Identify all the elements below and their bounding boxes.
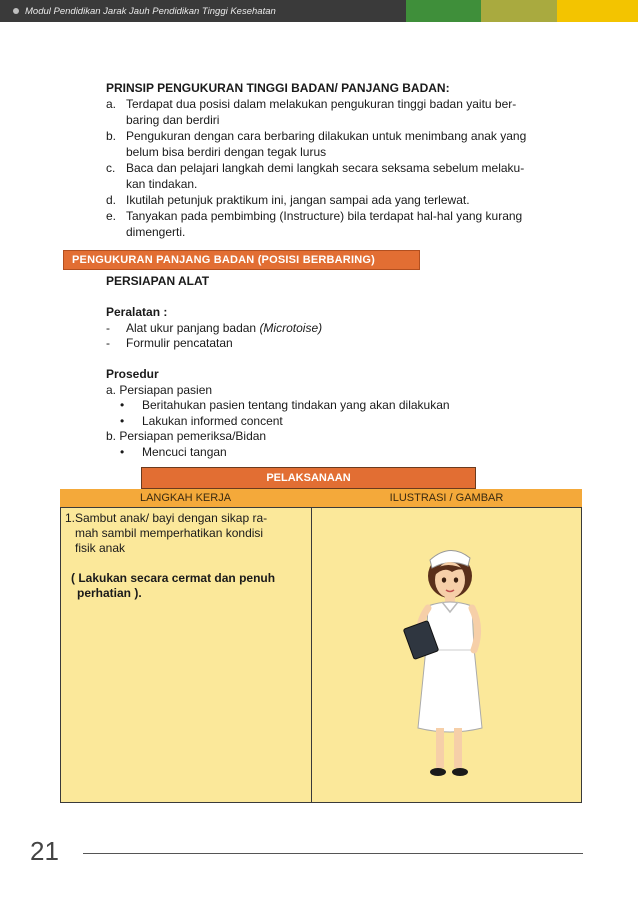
step-line: mah sambil memperhatikan kondisi [75, 526, 264, 540]
equipment-item-italic: (Microtoise) [259, 320, 323, 335]
step-line: fisik anak [75, 541, 126, 555]
header-yellow-block [557, 0, 638, 22]
equipment-item: Alat ukur panjang badan [126, 320, 260, 335]
equipment-title: Peralatan : [106, 305, 168, 319]
execution-table [60, 489, 582, 803]
table-row [60, 507, 582, 803]
list-item-line: Tanyakan pada pembimbing (Instructure) bila terdapat hal-hal yang kurang [126, 209, 523, 223]
note-line: ( Lakukan secara cermat dan penuh [71, 571, 276, 585]
list-item-line: baring dan berdiri [126, 113, 220, 127]
page-number: 21 [30, 836, 59, 866]
steps-cell [61, 508, 312, 802]
list-item-line: belum bisa berdiri dengan tegak lurus [126, 145, 327, 159]
list-item-line: Terdapat dua posisi dalam melakukan pengukuran tinggi badan yaitu ber- [126, 97, 517, 111]
procedure-step-a: a. Persiapan pasien [106, 382, 213, 397]
table-header [60, 489, 582, 507]
list-item-line: kan tindakan. [126, 177, 198, 191]
nurse-illustration [392, 538, 512, 788]
list-item [106, 336, 576, 352]
procedure-item: Lakukan informed concent [142, 413, 283, 428]
list-item [106, 445, 576, 461]
list-item-line: Baca dan pelajari langkah demi langkah secara seksama sebelum melaku- [126, 161, 525, 175]
list-item [106, 321, 576, 337]
list-marker: - [106, 320, 110, 335]
equipment-item: Formulir pencatatan [126, 336, 233, 350]
list-item-line: Ikutilah petunjuk praktikum ini, jangan sampai ada yang terlewat. [126, 193, 470, 207]
step-line: 1.Sambut anak/ bayi dengan sikap ra- [65, 511, 268, 525]
prep-title: PERSIAPAN ALAT [106, 274, 210, 288]
note-line: perhatian ). [77, 586, 142, 600]
bullet-icon: • [120, 444, 125, 459]
procedure-step-b: b. Persiapan pemeriksa/Bidan [106, 429, 267, 443]
bullet-icon: • [120, 413, 125, 428]
header-green-block [406, 0, 481, 22]
principle-title: PRINSIP PENGUKURAN TINGGI BADAN/ PANJANG BADAN: [106, 81, 450, 95]
list-item [106, 160, 586, 192]
step-text [65, 511, 307, 556]
procedure-item: Mencuci tangan [142, 444, 227, 459]
header-title: Modul Pendidikan Jarak Jauh Pendidikan Tinggi Kesehatan [25, 5, 276, 17]
step-note [65, 571, 307, 601]
procedure-title: Prosedur [106, 367, 159, 381]
list-marker: d. [106, 193, 117, 207]
principle-section [106, 80, 586, 240]
list-marker: b. [106, 129, 117, 143]
list-item [106, 96, 586, 128]
header-olive-block [481, 0, 557, 22]
list-marker: c. [106, 161, 116, 175]
list-item-line: dimengerti. [126, 225, 186, 239]
list-item [106, 414, 576, 430]
column-header-steps: LANGKAH KERJA [139, 492, 232, 504]
list-item-line: Pengukuran dengan cara berbaring dilakukan untuk menimbang anak yang [126, 129, 527, 143]
illustration-cell [312, 508, 581, 802]
procedure-item: Beritahukan pasien tentang tindakan yang akan dilakukan [142, 398, 450, 412]
list-item [106, 128, 586, 160]
bullet-dot-icon [13, 8, 19, 14]
list-marker: - [106, 336, 110, 350]
header-title-bar [0, 0, 406, 22]
list-item [106, 398, 576, 414]
footer-divider [83, 853, 583, 854]
list-marker: e. [106, 209, 117, 223]
page-header [0, 0, 638, 22]
list-item [106, 192, 586, 208]
list-marker: a. [106, 97, 117, 111]
preparation-section [106, 274, 576, 460]
execution-banner: PELAKSANAAN [141, 467, 476, 489]
column-header-illustration: ILUSTRASI / GAMBAR [389, 492, 504, 504]
section-banner: PENGUKURAN PANJANG BADAN (POSISI BERBARING) [63, 250, 420, 270]
list-item [106, 208, 586, 240]
bullet-icon: • [120, 398, 125, 412]
principle-list [106, 96, 586, 240]
